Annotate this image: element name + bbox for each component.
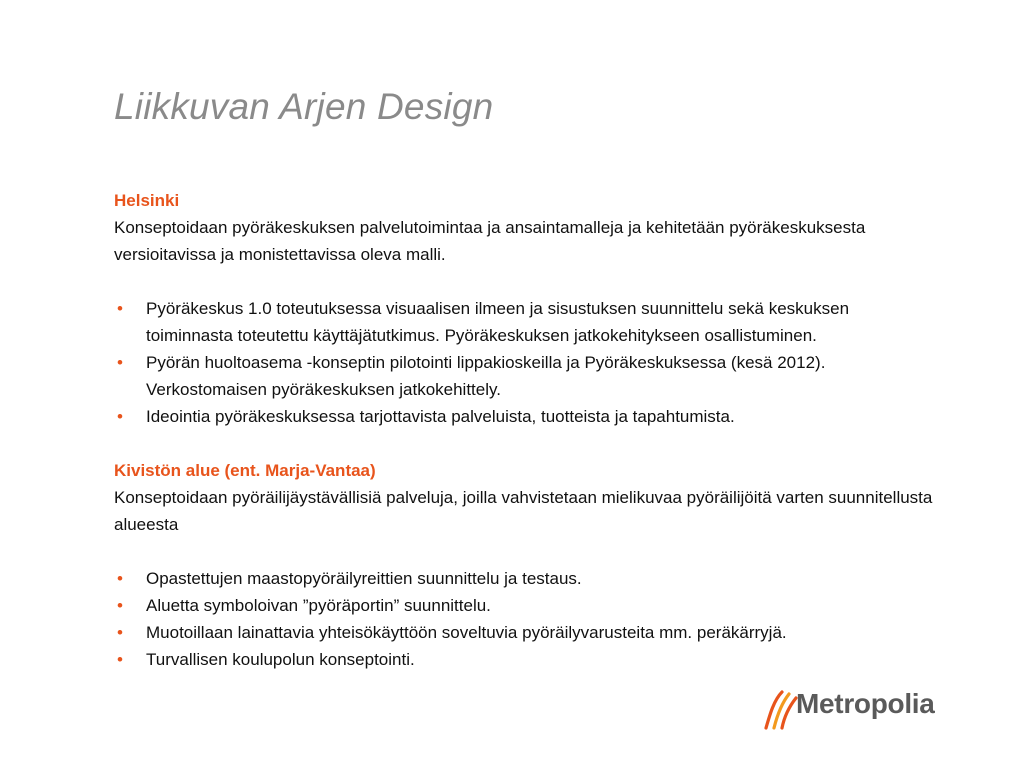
- bullet-icon: •: [117, 569, 123, 588]
- bullet-icon: •: [117, 407, 123, 426]
- logo-text: Metropolia: [796, 688, 935, 719]
- list-item-text: Pyöräkeskus 1.0 toteutuksessa visuaalisen ilmeen ja sisustuksen suunnittelu sekä keskuksen toiminnasta toteutettu käyttäjätutkimus. Pyöräkeskuksen jatkokehitykseen osallistuminen.: [146, 299, 850, 345]
- slide-title: Liikkuvan Arjen Design: [114, 86, 494, 127]
- bullet-icon: •: [117, 353, 123, 372]
- list-item-text: Pyörän huoltoasema -konseptin pilotointi lippakioskeilla ja Pyöräkeskuksessa (kesä 2012). Verkostomaisen pyöräkeskuksen jatkokehittely.: [146, 353, 826, 399]
- list-item-text: Muotoillaan lainattavia yhteisökäyttöön soveltuvia pyöräilyvarusteita mm. peräkärryjä.: [146, 623, 787, 642]
- list-item-text: Turvallisen koulupolun konseptointi.: [146, 650, 415, 669]
- bullet-list-kiviston: [114, 565, 934, 673]
- section-intro-kiviston: Konseptoidaan pyöräilijäystävällisiä palveluja, joilla vahvistetaan mielikuvaa pyöräilijöitä varten suunnitellusta alueesta: [114, 488, 933, 534]
- spacer: [114, 268, 934, 295]
- section-heading-kiviston: Kivistön alue (ent. Marja-Vantaa): [114, 461, 376, 480]
- bullet-icon: •: [117, 299, 123, 318]
- list-item: [114, 565, 934, 592]
- list-item: [114, 295, 934, 349]
- spacer: [114, 538, 934, 565]
- bullet-icon: •: [117, 596, 123, 615]
- list-item: [114, 619, 934, 646]
- list-item: [114, 349, 934, 403]
- metropolia-logo: [762, 684, 942, 732]
- bullet-icon: •: [117, 650, 123, 669]
- bullet-icon: •: [117, 623, 123, 642]
- list-item: [114, 403, 934, 430]
- slide-content: [114, 187, 934, 673]
- section-heading-helsinki: Helsinki: [114, 191, 180, 210]
- list-item: [114, 646, 934, 673]
- bullet-list-helsinki: [114, 295, 934, 430]
- list-item-text: Opastettujen maastopyöräilyreittien suunnittelu ja testaus.: [146, 569, 582, 588]
- list-item-text: Ideointia pyöräkeskuksessa tarjottavista palveluista, tuotteista ja tapahtumista.: [146, 407, 735, 426]
- spacer: [114, 430, 934, 457]
- list-item: [114, 592, 934, 619]
- section-intro-helsinki: Konseptoidaan pyöräkeskuksen palvelutoimintaa ja ansaintamalleja ja kehitetään pyöräkeskuksesta versioitavissa ja monistettavissa oleva malli.: [114, 218, 866, 264]
- list-item-text: Aluetta symboloivan ”pyöräportin” suunnittelu.: [146, 596, 491, 615]
